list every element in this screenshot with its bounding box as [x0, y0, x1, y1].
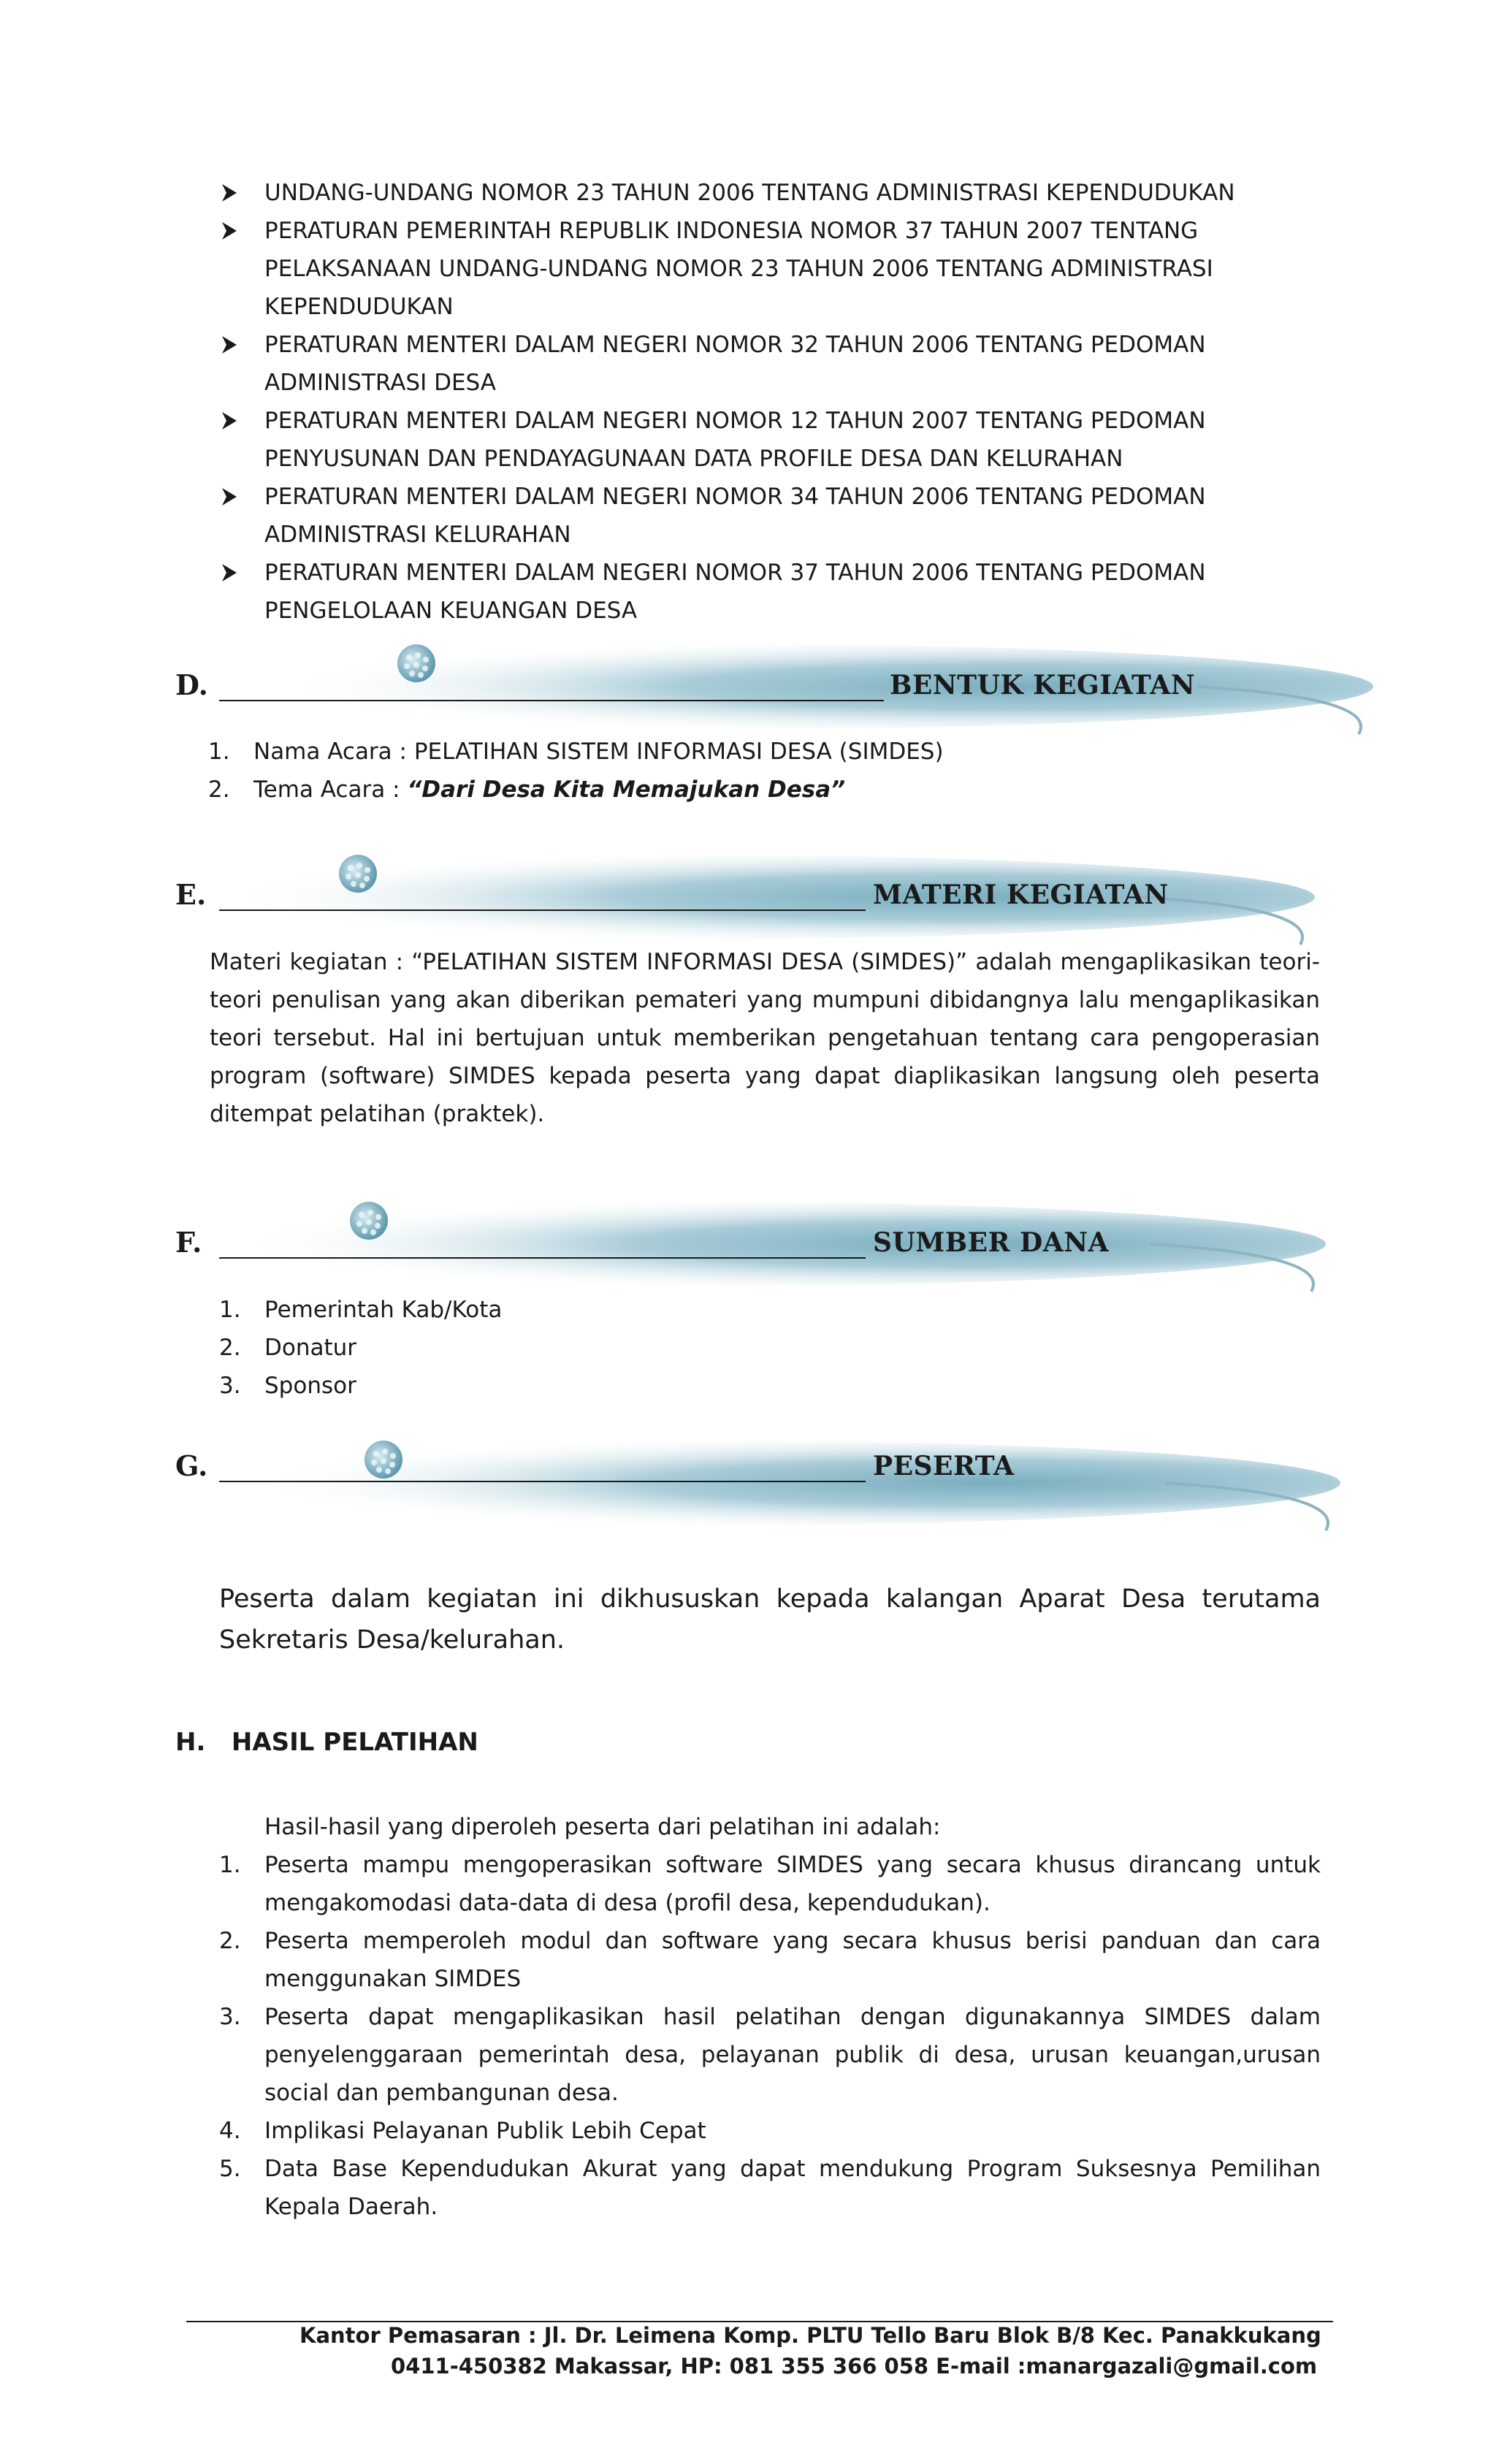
list-item: [219, 1367, 1315, 1405]
list-item: [219, 1291, 1315, 1329]
legal-basis-text: PERATURAN MENTERI DALAM NEGERI NOMOR 37 TAHUN 2006 TENTANG PEDOMAN PENGELOLAAN KEUANGAN DESA: [264, 560, 1206, 624]
section-g-letter: G.: [175, 1449, 208, 1482]
list-number: 2.: [219, 1335, 241, 1361]
section-d-banner: [117, 636, 1402, 738]
section-g-banner: [84, 1432, 1370, 1534]
section-d-letter: D.: [175, 668, 208, 701]
list-item: [208, 733, 1304, 771]
item-value: PELATIHAN SISTEM INFORMASI DESA (SIMDES): [413, 739, 944, 765]
legal-basis-item: [212, 212, 1242, 326]
footer-address: Kantor Pemasaran : Jl. Dr. Leimena Komp. PLTU Tello Baru Blok B/8 Kec. Panakkukang: [299, 2323, 1321, 2348]
section-d-list: [208, 733, 1304, 809]
legal-basis-item: [212, 326, 1242, 402]
section-g-paragraph: Peserta dalam kegiatan ini dikhususkan kepada kalangan Aparat Desa terutama Sekretaris Desa/kelurahan.: [219, 1584, 1321, 1655]
section-h-list: [219, 1846, 1321, 2226]
list-item: [219, 2112, 1321, 2150]
section-f-banner: [69, 1193, 1355, 1295]
section-h-heading: H. HASIL PELATIHAN: [175, 1728, 478, 1757]
item-text: Peserta dapat mengaplikasikan hasil pelatihan dengan digunakannya SIMDES dalam penyelenggaraan pemerintah desa, pelayanan publik di desa, urusan keuangan,urusan social dan pembangunan desa.: [264, 2004, 1321, 2106]
list-number: 4.: [219, 2118, 241, 2144]
list-number: 5.: [219, 2156, 241, 2182]
section-d-rule: [219, 700, 884, 701]
item-label: Nama Acara :: [253, 739, 414, 765]
list-item: [219, 1846, 1321, 1922]
section-e-title: MATERI KEGIATAN: [873, 880, 1169, 910]
section-f-letter: F.: [175, 1226, 202, 1259]
section-d-title: BENTUK KEGIATAN: [890, 670, 1196, 701]
section-f-rule: [219, 1257, 866, 1259]
item-label: Tema Acara :: [253, 777, 408, 803]
list-item: [219, 2150, 1321, 2226]
arrow-bullet-icon: [219, 212, 248, 250]
legal-basis-text: PERATURAN MENTERI DALAM NEGERI NOMOR 34 TAHUN 2006 TENTANG PEDOMAN ADMINISTRASI KELURAHAN: [264, 484, 1206, 548]
legal-basis-item: [212, 402, 1242, 478]
arrow-bullet-icon: [219, 402, 248, 440]
item-text: Data Base Kependudukan Akurat yang dapat mendukung Program Suksesnya Pemilihan Kepala Daerah.: [264, 2156, 1321, 2220]
list-number: 3.: [219, 1373, 241, 1399]
arrow-bullet-icon: [219, 554, 248, 592]
legal-basis-text: PERATURAN MENTERI DALAM NEGERI NOMOR 12 TAHUN 2007 TENTANG PEDOMAN PENYUSUNAN DAN PENDAYAGUNAAN DATA PROFILE DESA DAN KELURAHAN: [264, 408, 1206, 472]
footer-contact: 0411-450382 Makassar, HP: 081 355 366 058 E-mail :manargazali@gmail.com: [391, 2354, 1318, 2379]
section-f-title: SUMBER DANA: [873, 1227, 1110, 1258]
banner-swoosh-graphic: [117, 636, 1402, 745]
legal-basis-list: [212, 174, 1242, 630]
legal-basis-item: [212, 554, 1242, 630]
item-text: Donatur: [264, 1335, 357, 1361]
section-e-paragraph: Materi kegiatan : “PELATIHAN SISTEM INFORMASI DESA (SIMDES)” adalah mengaplikasikan teori-teori penulisan yang akan diberikan pemateri yang mumpuni dibidangnya lalu mengaplikasikan teori tersebut. Hal ini bertujuan untuk memberikan pengetahuan tentang cara pengoperasian program (software) SIMDES kepada peserta yang dapat diaplikasikan langsung oleh peserta ditempat pelatihan (praktek).: [210, 949, 1320, 1127]
section-h-intro: Hasil-hasil yang diperoleh peserta dari pelatihan ini adalah:: [264, 1814, 941, 1840]
legal-basis-text: PERATURAN PEMERINTAH REPUBLIK INDONESIA NOMOR 37 TAHUN 2007 TENTANG PELAKSANAAN UNDANG-UNDANG NOMOR 23 TAHUN 2006 TENTANG ADMINISTRASI KEPENDUDUKAN: [264, 218, 1213, 320]
section-g-title: PESERTA: [873, 1451, 1015, 1481]
legal-basis-text: UNDANG-UNDANG NOMOR 23 TAHUN 2006 TENTANG ADMINISTRASI KEPENDUDUKAN: [264, 180, 1235, 206]
item-text: Pemerintah Kab/Kota: [264, 1297, 503, 1323]
section-e-rule: [219, 909, 866, 911]
legal-basis-item: [212, 478, 1242, 554]
list-number: 1.: [208, 739, 230, 765]
list-number: 1.: [219, 1852, 241, 1878]
arrow-bullet-icon: [219, 326, 248, 364]
list-item: [219, 1922, 1321, 1998]
list-number: 2.: [219, 1928, 241, 1954]
list-number: 2.: [208, 777, 230, 803]
list-item: [219, 1329, 1315, 1367]
legal-basis-item: [212, 174, 1242, 212]
banner-swoosh-graphic: [69, 1193, 1355, 1302]
theme-value: “Dari Desa Kita Memajukan Desa”: [407, 777, 846, 803]
footer-rule: [186, 2321, 1333, 2322]
item-text: Peserta memperoleh modul dan software yang secara khusus berisi panduan dan cara menggunakan SIMDES: [264, 1928, 1321, 1992]
arrow-bullet-icon: [219, 174, 248, 212]
section-g-rule: [219, 1481, 866, 1482]
item-text: Sponsor: [264, 1373, 356, 1399]
list-item: [208, 771, 1304, 809]
list-number: 1.: [219, 1297, 241, 1323]
banner-swoosh-graphic: [84, 1432, 1370, 1541]
arrow-bullet-icon: [219, 478, 248, 516]
item-text: Implikasi Pelayanan Publik Lebih Cepat: [264, 2118, 706, 2144]
section-e-letter: E.: [175, 878, 207, 911]
section-f-list: [219, 1291, 1315, 1405]
item-text: Peserta mampu mengoperasikan software SIMDES yang secara khusus dirancang untuk mengakomodasi data-data di desa (profil desa, kependudukan).: [264, 1852, 1321, 1916]
list-item: [219, 1998, 1321, 2112]
list-number: 3.: [219, 2004, 241, 2030]
legal-basis-text: PERATURAN MENTERI DALAM NEGERI NOMOR 32 TAHUN 2006 TENTANG PEDOMAN ADMINISTRASI DESA: [264, 332, 1206, 396]
